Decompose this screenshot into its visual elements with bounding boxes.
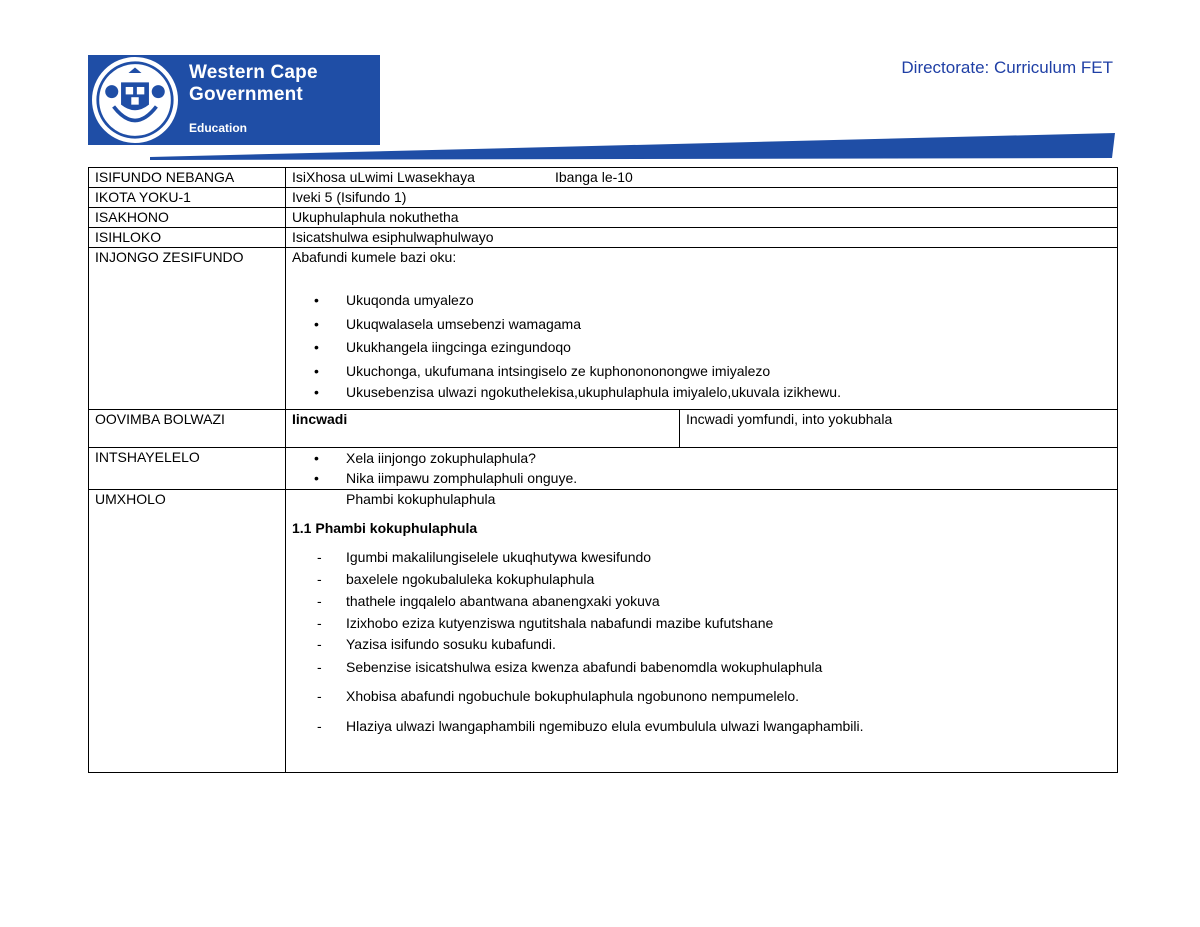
list-item: - thathele ingqalelo abantwana abanengxaki yokuva (314, 590, 1111, 612)
content-cell (286, 490, 1118, 773)
list-item: • Xela iinjongo zokuphulaphula? (314, 448, 1111, 468)
skill-value: Ukuphulaphula nokuthetha (286, 208, 1118, 228)
list-item: - Igumbi makalilungiselele ukuqhutywa kwesifundo (314, 546, 1111, 568)
resources-label: OOVIMBA BOLWAZI (89, 410, 286, 448)
header-swoosh-divider (150, 130, 1115, 160)
subject-value: IsiXhosa uLwimi Lwasekhaya (292, 169, 475, 185)
content-label: UMXHOLO (89, 490, 286, 773)
table-row-subject (89, 168, 1118, 188)
table-row-topic (89, 228, 1118, 248)
content-top: Phambi kokuphulaphula (346, 491, 496, 507)
list-item: - Izixhobo eziza kutyenziswa ngutitshala nabafundi mazibe kufutshane (314, 612, 1111, 634)
resources-value-materials: Incwadi yomfundi, into yokubhala (680, 410, 1118, 448)
table-row-skill (89, 208, 1118, 228)
list-item: • Ukukhangela iingcinga ezingundoqo (314, 336, 1111, 360)
list-item: • Ukuqwalasela umsebenzi wamagama (314, 313, 1111, 337)
list-item: - Xhobisa abafundi ngobuchule bokuphulaphula ngobunono nempumelelo. (314, 680, 1111, 712)
term-value: Iveki 5 (Isifundo 1) (286, 188, 1118, 208)
skill-label: ISAKHONO (89, 208, 286, 228)
aims-list (292, 289, 1111, 402)
list-item: - baxelele ngokubaluleka kokuphulaphula (314, 568, 1111, 590)
table-row-term (89, 188, 1118, 208)
content-list (292, 546, 1111, 740)
list-item: • Ukusebenzisa ulwazi ngokuthelekisa,ukuphulaphula imiyalelo,ukuvala izikhewu. (314, 383, 1111, 402)
list-item: - Yazisa isifundo sosuku kubafundi. (314, 634, 1111, 654)
logo-text-government: Government (189, 84, 303, 105)
aims-label: INJONGO ZESIFUNDO (89, 248, 286, 410)
list-item: • Nika iimpawu zomphulaphuli onguye. (314, 468, 1111, 488)
term-label: IKOTA YOKU-1 (89, 188, 286, 208)
topic-value: Isicatshulwa esiphulwaphulwayo (286, 228, 1118, 248)
intro-list (292, 448, 1111, 488)
table-row-aims (89, 248, 1118, 410)
table-row-intro (89, 448, 1118, 490)
list-item: - Sebenzise isicatshulwa esiza kwenza abafundi babenomdla wokuphulaphula (314, 654, 1111, 680)
table-row-content (89, 490, 1118, 773)
list-item: • Ukuqonda umyalezo (314, 289, 1111, 313)
subject-label: ISIFUNDO NEBANGA (89, 168, 286, 188)
list-item: - Hlaziya ulwazi lwangaphambili ngemibuzo elula evumbulula ulwazi lwangaphambili. (314, 712, 1111, 740)
aims-cell (286, 248, 1118, 410)
subject-cell (286, 168, 1118, 188)
topic-label: ISIHLOKO (89, 228, 286, 248)
intro-cell (286, 448, 1118, 490)
logo-text-western-cape: Western Cape (189, 62, 318, 83)
logo-text-education: Education (189, 121, 248, 135)
grade-value: Ibanga le-10 (555, 169, 633, 185)
aims-intro: Abafundi kumele bazi oku: (292, 249, 457, 265)
lesson-plan-table (88, 167, 1118, 773)
list-item: • Ukuchonga, ukufumana intsingiselo ze kuphonononongwe imiyalezo (314, 360, 1111, 384)
content-heading: 1.1 Phambi kokuphulaphula (292, 520, 478, 536)
intro-label: INTSHAYELELO (89, 448, 286, 490)
table-row-resources (89, 410, 1118, 448)
directorate-title: Directorate: Curriculum FET (901, 58, 1113, 77)
resources-value-books: Iincwadi (286, 410, 680, 448)
